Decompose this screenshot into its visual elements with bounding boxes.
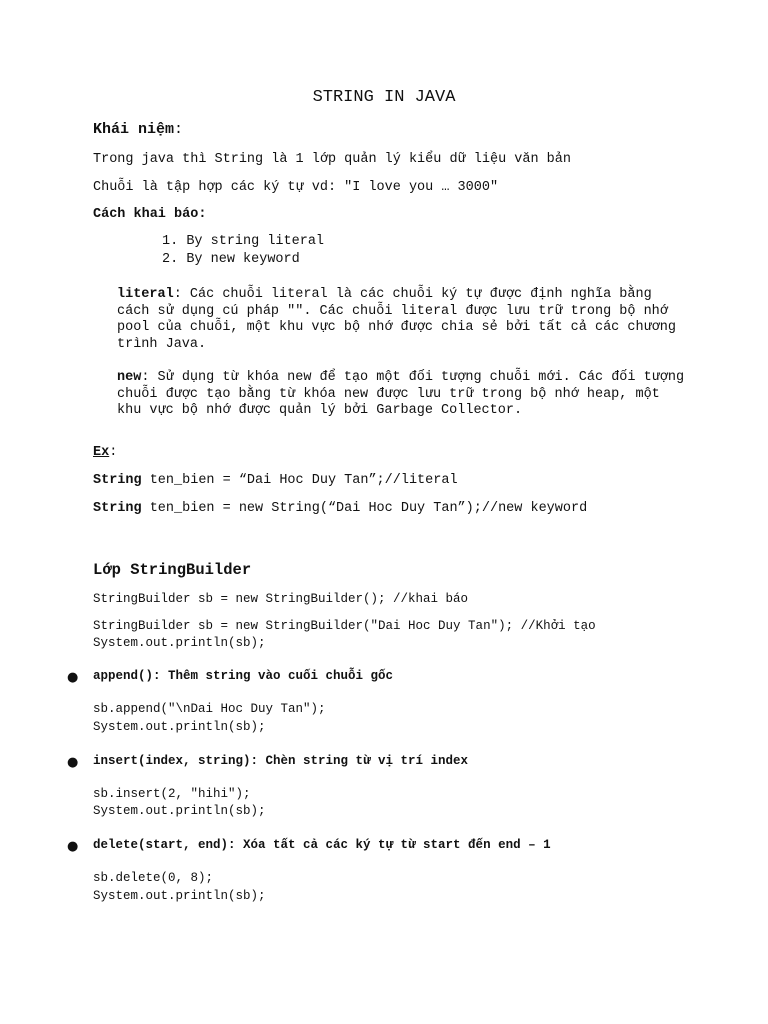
insert-title: insert(index, string): Chèn string từ vị trí index bbox=[93, 754, 469, 768]
append-code-1: sb.append("\nDai Hoc Duy Tan"); bbox=[93, 702, 326, 716]
bullet-dot-icon: ● bbox=[67, 839, 79, 854]
concept-heading-text: Khái niệm bbox=[93, 121, 175, 138]
example-line-1-code: ten_bien = “Dai Hoc Duy Tan”;//literal bbox=[141, 473, 458, 488]
concept-line-2: Chuỗi là tập hợp các ký tự vd: "I love you … 3000" bbox=[93, 180, 499, 195]
delete-code-1: sb.delete(0, 8); bbox=[93, 871, 214, 885]
declare-method-2-text: By new keyword bbox=[186, 252, 300, 267]
literal-description: Các chuỗi literal là các chuỗi ký tự được định nghĩa bằng cách sử dụng cú pháp "". Các chuỗi literal được lưu trữ trong bộ nhớ pool của chuỗi, một khu vực bộ nhớ được chia sẻ bởi tất cả các chương trình Java. bbox=[117, 287, 676, 352]
declare-heading: Cách khai báo: bbox=[93, 207, 207, 222]
bullet-dot-icon: ● bbox=[67, 670, 79, 685]
example-line-2-keyword: String bbox=[93, 501, 142, 516]
stringbuilder-init-print: System.out.println(sb); bbox=[93, 636, 266, 650]
declare-method-2: 2. By new keyword bbox=[162, 252, 300, 267]
example-line-2 bbox=[93, 501, 587, 518]
append-code-2: System.out.println(sb); bbox=[93, 720, 266, 734]
example-line-1 bbox=[93, 473, 458, 490]
page-title: STRING IN JAVA bbox=[312, 88, 456, 107]
delete-code-2: System.out.println(sb); bbox=[93, 889, 266, 903]
new-paragraph: new: Sử dụng từ khóa new để tạo một đối tượng chuỗi mới. Các đối tượng chuỗi được tạo bằng từ khóa new được lưu trữ trong bộ nhớ heap, một khu vực bộ nhớ được quản lý bởi Garbage Collector. bbox=[117, 370, 685, 418]
append-title: append(): Thêm string vào cuối chuỗi gốc bbox=[93, 669, 394, 683]
insert-code-2: System.out.println(sb); bbox=[93, 804, 266, 818]
example-label: Ex: bbox=[93, 445, 118, 460]
declare-method-1-text: By string literal bbox=[186, 234, 325, 249]
bullet-dot-icon: ● bbox=[67, 755, 79, 770]
stringbuilder-heading: Lớp StringBuilder bbox=[93, 561, 252, 579]
declare-method-1: 1. By string literal bbox=[162, 234, 325, 249]
new-description: Sử dụng từ khóa new để tạo một đối tượng chuỗi mới. Các đối tượng chuỗi được tạo bằng từ khóa new được lưu trữ trong bộ nhớ heap, một khu vực bộ nhớ được quản lý bởi Garbage Collector. bbox=[117, 370, 685, 418]
concept-line-1: Trong java thì String là 1 lớp quản lý kiểu dữ liệu văn bản bbox=[93, 152, 571, 167]
stringbuilder-declaration: StringBuilder sb = new StringBuilder(); //khai báo bbox=[93, 592, 469, 606]
delete-title: delete(start, end): Xóa tất cả các ký tự từ start đến end – 1 bbox=[93, 838, 551, 852]
literal-term: literal bbox=[117, 287, 174, 302]
stringbuilder-init: StringBuilder sb = new StringBuilder("Dai Hoc Duy Tan"); //Khởi tạo bbox=[93, 619, 596, 633]
insert-code-1: sb.insert(2, "hihi"); bbox=[93, 787, 251, 801]
concept-heading: Khái niệm: bbox=[93, 121, 184, 138]
example-line-1-keyword: String bbox=[93, 473, 142, 488]
literal-paragraph: literal: Các chuỗi literal là các chuỗi ký tự được định nghĩa bằng cách sử dụng cú pháp "". Các chuỗi literal được lưu trữ trong bộ nhớ pool của chuỗi, một khu vực bộ nhớ được chia sẻ bởi tất cả các chương trình Java. bbox=[117, 287, 676, 352]
new-term: new bbox=[117, 370, 142, 385]
example-label-text: Ex bbox=[93, 445, 110, 460]
example-line-2-code: ten_bien = new String(“Dai Hoc Duy Tan”);//new keyword bbox=[141, 501, 588, 516]
